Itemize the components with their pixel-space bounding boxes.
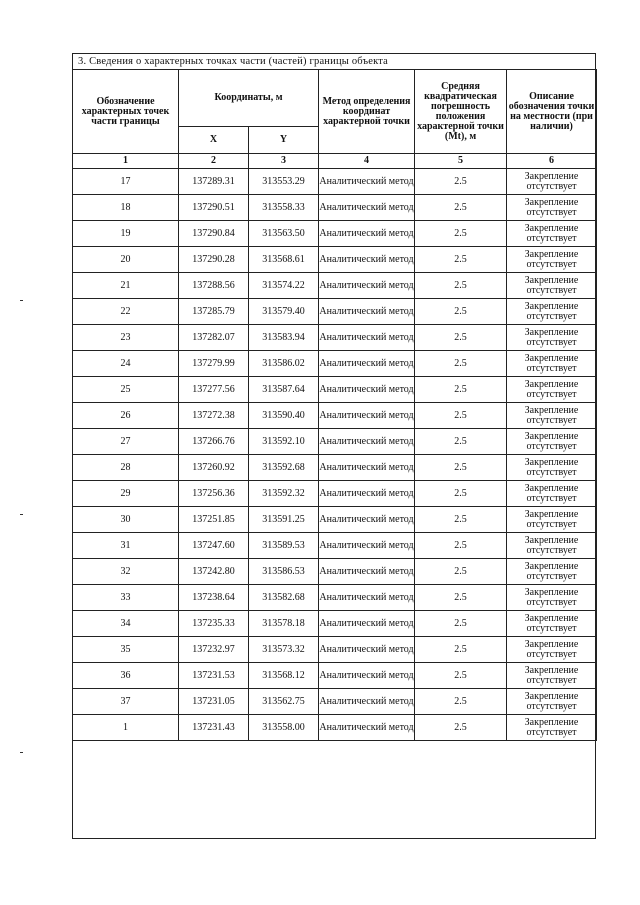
cell-description: Закрепление отсутствует xyxy=(507,585,597,611)
table-row xyxy=(73,559,597,585)
cell-y: 313589.53 xyxy=(249,533,319,559)
header-mean-error: Средняя квадратическая погрешность положения характерной точки (Mt), м xyxy=(415,70,507,154)
cell-point: 26 xyxy=(73,403,179,429)
header-y: Y xyxy=(249,127,319,154)
cell-mt: 2.5 xyxy=(415,195,507,221)
cell-mt: 2.5 xyxy=(415,299,507,325)
cell-x: 137285.79 xyxy=(179,299,249,325)
header-coordinates: Координаты, м xyxy=(179,70,319,127)
cell-method: Аналитический метод xyxy=(319,377,415,403)
table-row xyxy=(73,689,597,715)
cell-mt: 2.5 xyxy=(415,455,507,481)
cell-method: Аналитический метод xyxy=(319,611,415,637)
margin-mark xyxy=(20,300,23,301)
cell-y: 313591.25 xyxy=(249,507,319,533)
cell-point: 24 xyxy=(73,351,179,377)
margin-mark xyxy=(20,752,23,753)
column-number: 1 xyxy=(73,154,179,169)
header-point-designation: Обозначение характерных точек части границы xyxy=(73,70,179,154)
cell-x: 137231.43 xyxy=(179,715,249,741)
cell-point: 36 xyxy=(73,663,179,689)
cell-mt: 2.5 xyxy=(415,247,507,273)
cell-method: Аналитический метод xyxy=(319,429,415,455)
cell-method: Аналитический метод xyxy=(319,637,415,663)
cell-description: Закрепление отсутствует xyxy=(507,273,597,299)
cell-point: 25 xyxy=(73,377,179,403)
cell-x: 137231.53 xyxy=(179,663,249,689)
cell-method: Аналитический метод xyxy=(319,247,415,273)
cell-mt: 2.5 xyxy=(415,637,507,663)
cell-method: Аналитический метод xyxy=(319,533,415,559)
cell-x: 137290.51 xyxy=(179,195,249,221)
column-number: 4 xyxy=(319,154,415,169)
cell-x: 137279.99 xyxy=(179,351,249,377)
table-row xyxy=(73,507,597,533)
cell-x: 137247.60 xyxy=(179,533,249,559)
cell-mt: 2.5 xyxy=(415,169,507,195)
cell-method: Аналитический метод xyxy=(319,663,415,689)
cell-mt: 2.5 xyxy=(415,403,507,429)
cell-x: 137235.33 xyxy=(179,611,249,637)
table-row xyxy=(73,455,597,481)
table-row xyxy=(73,429,597,455)
cell-mt: 2.5 xyxy=(415,559,507,585)
cell-point: 19 xyxy=(73,221,179,247)
cell-description: Закрепление отсутствует xyxy=(507,507,597,533)
cell-method: Аналитический метод xyxy=(319,299,415,325)
cell-method: Аналитический метод xyxy=(319,273,415,299)
cell-y: 313562.75 xyxy=(249,689,319,715)
cell-mt: 2.5 xyxy=(415,429,507,455)
cell-mt: 2.5 xyxy=(415,481,507,507)
cell-description: Закрепление отсутствует xyxy=(507,663,597,689)
cell-y: 313558.00 xyxy=(249,715,319,741)
table-row xyxy=(73,585,597,611)
table-row xyxy=(73,169,597,195)
cell-description: Закрепление отсутствует xyxy=(507,559,597,585)
cell-point: 20 xyxy=(73,247,179,273)
cell-method: Аналитический метод xyxy=(319,195,415,221)
margin-mark xyxy=(20,514,23,515)
cell-description: Закрепление отсутствует xyxy=(507,533,597,559)
cell-point: 30 xyxy=(73,507,179,533)
cell-x: 137256.36 xyxy=(179,481,249,507)
table-row xyxy=(73,351,597,377)
table-row xyxy=(73,195,597,221)
table-row xyxy=(73,715,597,741)
table-row xyxy=(73,611,597,637)
cell-description: Закрепление отсутствует xyxy=(507,481,597,507)
cell-mt: 2.5 xyxy=(415,585,507,611)
table-row xyxy=(73,247,597,273)
cell-description: Закрепление отсутствует xyxy=(507,611,597,637)
cell-description: Закрепление отсутствует xyxy=(507,403,597,429)
table-row xyxy=(73,377,597,403)
cell-point: 29 xyxy=(73,481,179,507)
cell-x: 137290.84 xyxy=(179,221,249,247)
cell-x: 137260.92 xyxy=(179,455,249,481)
cell-y: 313587.64 xyxy=(249,377,319,403)
cell-y: 313579.40 xyxy=(249,299,319,325)
cell-description: Закрепление отсутствует xyxy=(507,689,597,715)
cell-x: 137272.38 xyxy=(179,403,249,429)
cell-point: 32 xyxy=(73,559,179,585)
cell-mt: 2.5 xyxy=(415,533,507,559)
column-number: 2 xyxy=(179,154,249,169)
cell-description: Закрепление отсутствует xyxy=(507,351,597,377)
cell-point: 17 xyxy=(73,169,179,195)
cell-mt: 2.5 xyxy=(415,611,507,637)
cell-point: 37 xyxy=(73,689,179,715)
cell-x: 137232.97 xyxy=(179,637,249,663)
cell-mt: 2.5 xyxy=(415,377,507,403)
cell-method: Аналитический метод xyxy=(319,585,415,611)
cell-description: Закрепление отсутствует xyxy=(507,637,597,663)
cell-description: Закрепление отсутствует xyxy=(507,299,597,325)
cell-description: Закрепление отсутствует xyxy=(507,455,597,481)
cell-y: 313590.40 xyxy=(249,403,319,429)
cell-description: Закрепление отсутствует xyxy=(507,195,597,221)
cell-mt: 2.5 xyxy=(415,325,507,351)
cell-method: Аналитический метод xyxy=(319,403,415,429)
cell-point: 23 xyxy=(73,325,179,351)
table-row xyxy=(73,481,597,507)
cell-description: Закрепление отсутствует xyxy=(507,247,597,273)
cell-y: 313592.68 xyxy=(249,455,319,481)
cell-y: 313592.32 xyxy=(249,481,319,507)
cell-mt: 2.5 xyxy=(415,663,507,689)
cell-y: 313568.61 xyxy=(249,247,319,273)
cell-y: 313586.53 xyxy=(249,559,319,585)
table-row xyxy=(73,637,597,663)
cell-x: 137288.56 xyxy=(179,273,249,299)
cell-x: 137290.28 xyxy=(179,247,249,273)
cell-point: 28 xyxy=(73,455,179,481)
cell-description: Закрепление отсутствует xyxy=(507,429,597,455)
table-row xyxy=(73,299,597,325)
cell-y: 313578.18 xyxy=(249,611,319,637)
table-row xyxy=(73,325,597,351)
cell-x: 137231.05 xyxy=(179,689,249,715)
column-number-row xyxy=(73,154,597,169)
cell-description: Закрепление отсутствует xyxy=(507,325,597,351)
cell-y: 313592.10 xyxy=(249,429,319,455)
table-row xyxy=(73,533,597,559)
column-number: 5 xyxy=(415,154,507,169)
cell-y: 313583.94 xyxy=(249,325,319,351)
cell-y: 313568.12 xyxy=(249,663,319,689)
cell-method: Аналитический метод xyxy=(319,169,415,195)
table-row xyxy=(73,403,597,429)
cell-description: Закрепление отсутствует xyxy=(507,169,597,195)
cell-x: 137266.76 xyxy=(179,429,249,455)
cell-mt: 2.5 xyxy=(415,273,507,299)
cell-method: Аналитический метод xyxy=(319,559,415,585)
cell-x: 137282.07 xyxy=(179,325,249,351)
header-x: X xyxy=(179,127,249,154)
cell-method: Аналитический метод xyxy=(319,689,415,715)
cell-y: 313582.68 xyxy=(249,585,319,611)
cell-y: 313563.50 xyxy=(249,221,319,247)
cell-method: Аналитический метод xyxy=(319,481,415,507)
cell-mt: 2.5 xyxy=(415,221,507,247)
cell-y: 313574.22 xyxy=(249,273,319,299)
column-number: 6 xyxy=(507,154,597,169)
cell-mt: 2.5 xyxy=(415,507,507,533)
column-number: 3 xyxy=(249,154,319,169)
cell-method: Аналитический метод xyxy=(319,325,415,351)
table-row xyxy=(73,221,597,247)
cell-point: 35 xyxy=(73,637,179,663)
cell-x: 137289.31 xyxy=(179,169,249,195)
points-table xyxy=(72,69,597,741)
cell-mt: 2.5 xyxy=(415,351,507,377)
section-title: 3. Сведения о характерных точках части (частей) границы объекта xyxy=(78,56,389,67)
cell-description: Закрепление отсутствует xyxy=(507,715,597,741)
points-table-body xyxy=(73,169,597,741)
header-method: Метод определения координат характерной точки xyxy=(319,70,415,154)
cell-y: 313558.33 xyxy=(249,195,319,221)
cell-mt: 2.5 xyxy=(415,689,507,715)
cell-point: 22 xyxy=(73,299,179,325)
cell-description: Закрепление отсутствует xyxy=(507,221,597,247)
cell-y: 313573.32 xyxy=(249,637,319,663)
header-description: Описание обозначения точки на местности (при наличии) xyxy=(507,70,597,154)
cell-point: 34 xyxy=(73,611,179,637)
cell-point: 21 xyxy=(73,273,179,299)
cell-x: 137277.56 xyxy=(179,377,249,403)
table-row xyxy=(73,663,597,689)
cell-x: 137242.80 xyxy=(179,559,249,585)
cell-description: Закрепление отсутствует xyxy=(507,377,597,403)
cell-method: Аналитический метод xyxy=(319,221,415,247)
cell-point: 27 xyxy=(73,429,179,455)
cell-point: 33 xyxy=(73,585,179,611)
cell-method: Аналитический метод xyxy=(319,351,415,377)
cell-point: 18 xyxy=(73,195,179,221)
cell-y: 313586.02 xyxy=(249,351,319,377)
cell-method: Аналитический метод xyxy=(319,507,415,533)
cell-x: 137238.64 xyxy=(179,585,249,611)
table-row xyxy=(73,273,597,299)
cell-method: Аналитический метод xyxy=(319,455,415,481)
cell-method: Аналитический метод xyxy=(319,715,415,741)
cell-y: 313553.29 xyxy=(249,169,319,195)
cell-mt: 2.5 xyxy=(415,715,507,741)
cell-point: 1 xyxy=(73,715,179,741)
cell-point: 31 xyxy=(73,533,179,559)
cell-x: 137251.85 xyxy=(179,507,249,533)
